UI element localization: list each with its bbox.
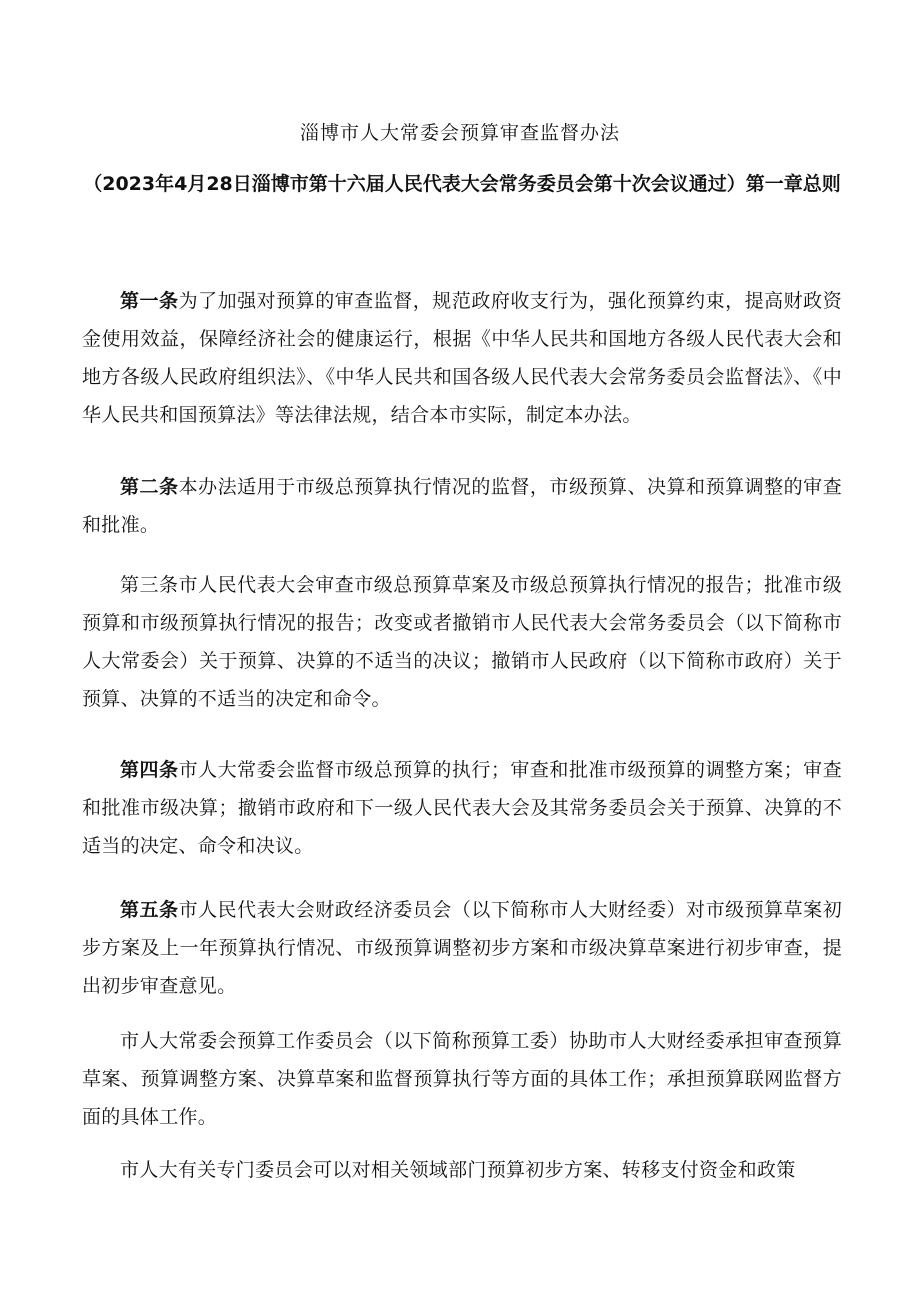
article-3	[82, 566, 842, 718]
article-label: 第一条	[120, 290, 179, 312]
paragraph-text: 市人大有关专门委员会可以对相关领域部门预算初步方案、转移支付资金和政策	[120, 1159, 796, 1181]
article-text: 市人大常委会监督市级总预算的执行；审查和批准市级预算的调整方案；审查和批准市级决算；撤销市政府和下一级人民代表大会及其常务委员会关于预算、决算的不适当的决定、命令和决议。	[82, 759, 842, 857]
paragraph-budget-committee	[82, 1022, 842, 1136]
article-text: 为了加强对预算的审查监督，规范政府收支行为，强化预算约束，提高财政资金使用效益，保障经济社会的健康运行，根据《中华人民共和国地方各级人民代表大会和地方各级人民政府组织法》、《中华人民共和国各级人民代表大会常务委员会监督法》、《中华人民共和国预算法》等法律法规，结合本市实际，制定本办法。	[82, 290, 842, 426]
article-text: 第三条市人民代表大会审查市级总预算草案及市级总预算执行情况的报告；批准市级预算和市级预算执行情况的报告；改变或者撤销市人民代表大会常务委员会（以下简称市人大常委会）关于预算、决算的不适当的决议；撤销市人民政府（以下简称市政府）关于预算、决算的不适当的决定和命令。	[82, 574, 842, 710]
article-text: 市人民代表大会财政经济委员会（以下简称市人大财经委）对市级预算草案初步方案及上一年预算执行情况、市级预算调整初步方案和市级决算草案进行初步审查，提出初步审查意见。	[82, 899, 842, 997]
article-4	[82, 751, 842, 865]
article-label: 第二条	[120, 476, 179, 498]
article-5	[82, 891, 842, 1005]
article-label: 第四条	[120, 759, 179, 781]
article-1	[82, 282, 842, 434]
article-text: 本办法适用于市级总预算执行情况的监督，市级预算、决算和预算调整的审查和批准。	[82, 476, 842, 536]
document-title: 淄博市人大常委会预算审查监督办法	[299, 122, 620, 144]
document-subtitle: （2023年4月28日淄博市第十六届人民代表大会常务委员会第十次会议通过）第一章总则	[83, 173, 841, 195]
paragraph-text: 市人大常委会预算工作委员会（以下简称预算工委）协助市人大财经委承担审查预算草案、预算调整方案、决算草案和监督预算执行等方面的具体工作；承担预算联网监督方面的具体工作。	[82, 1030, 842, 1128]
paragraph-special-committees	[82, 1151, 842, 1189]
article-label: 第五条	[120, 899, 179, 921]
article-2	[82, 468, 842, 544]
